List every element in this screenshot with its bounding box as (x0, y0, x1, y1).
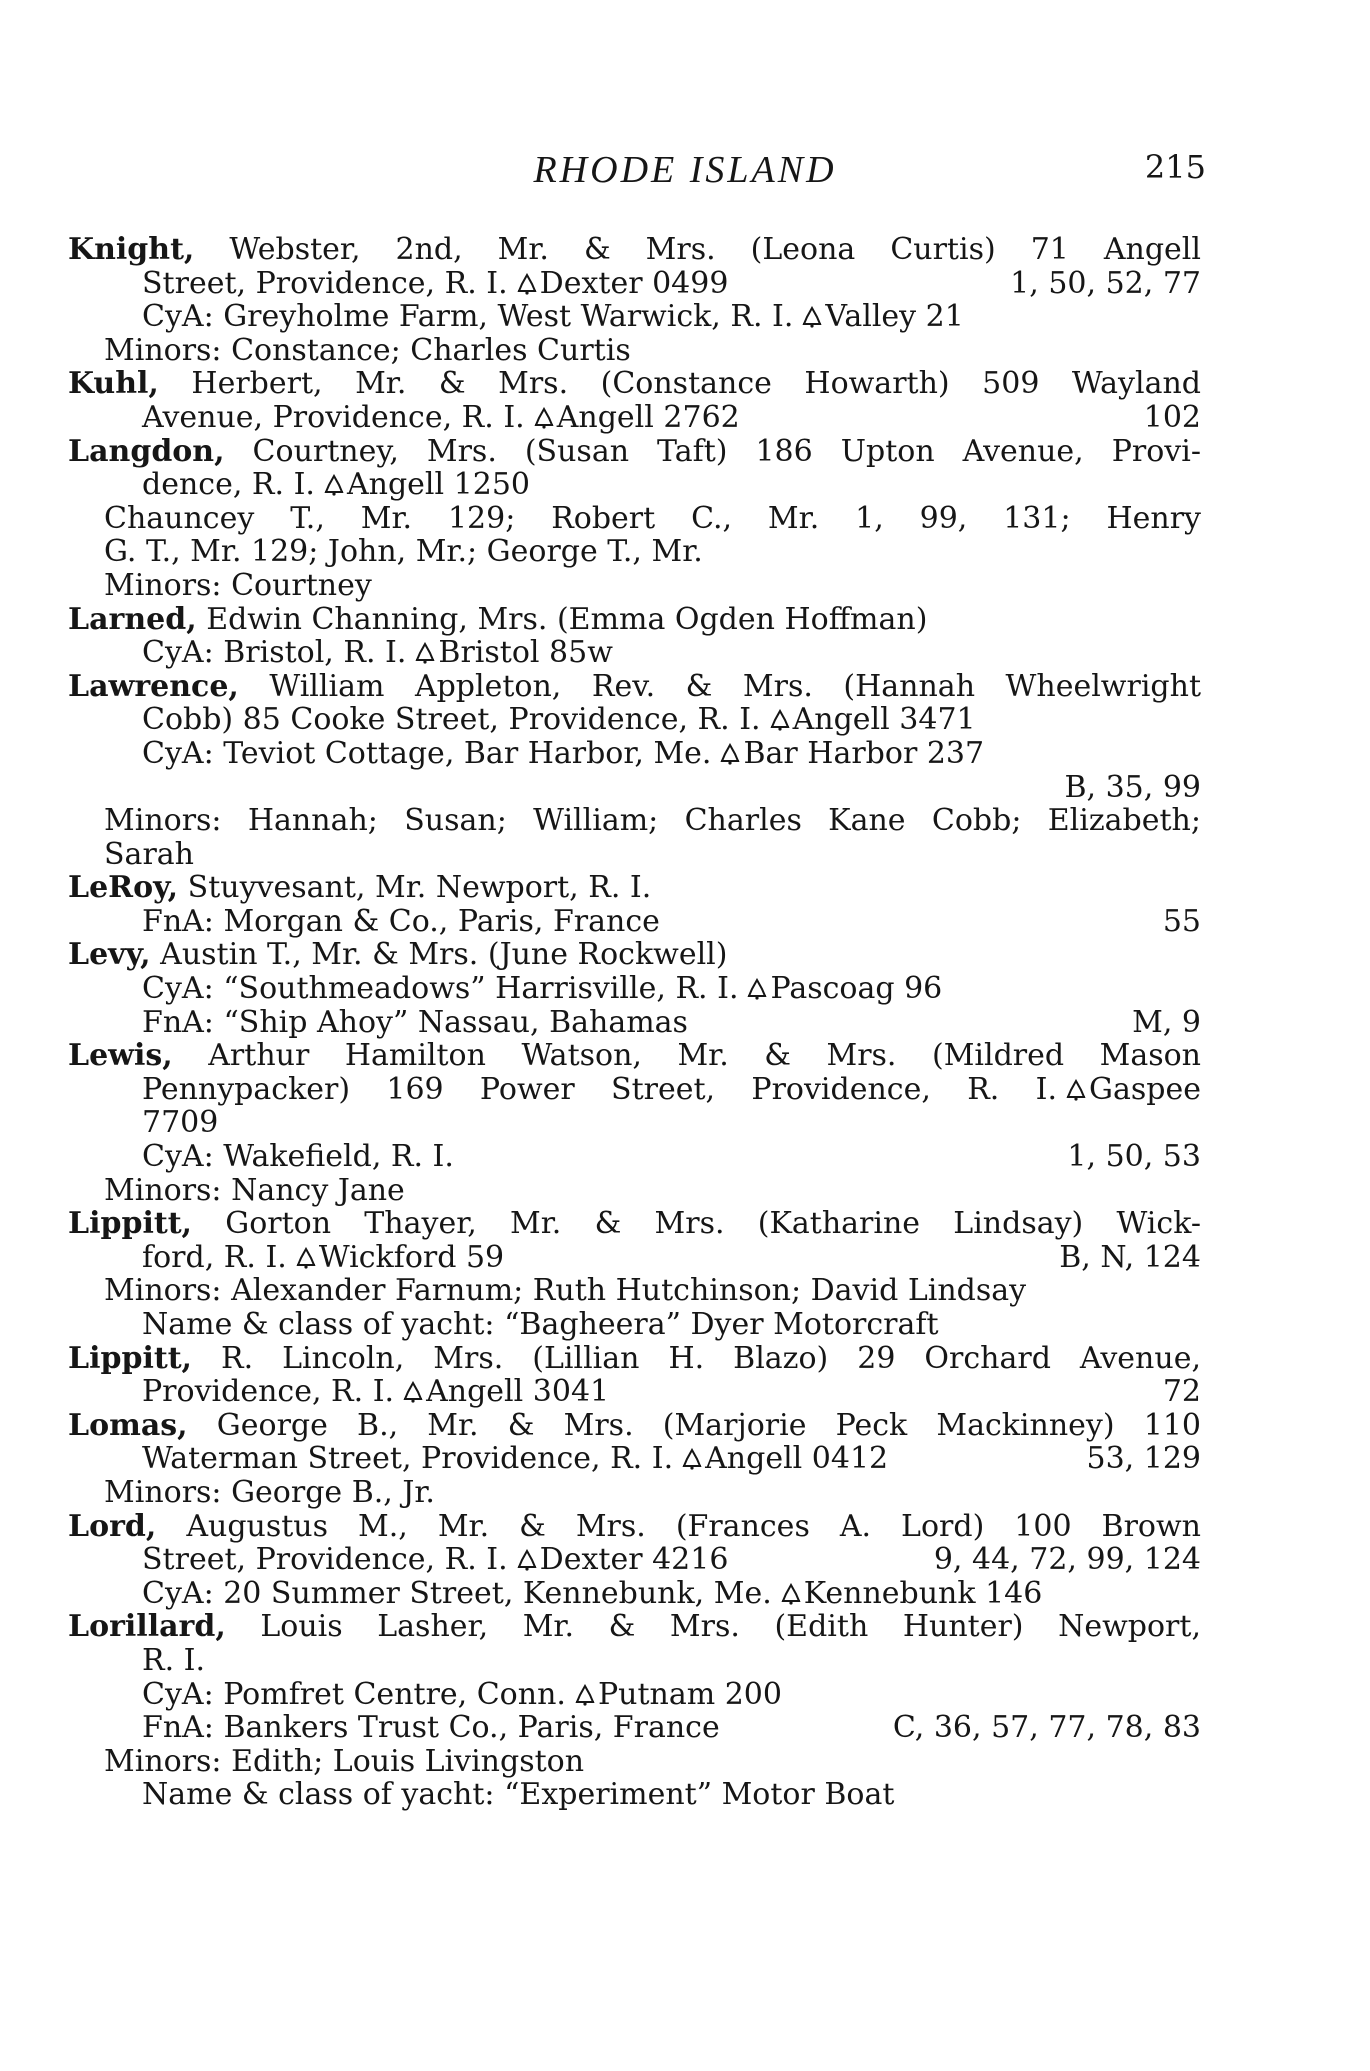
reference-codes: 55 (1162, 903, 1201, 939)
entry-text: Gorton Thayer, Mr. & Mrs. (Katharine Lindsay) Wick- (192, 1206, 1201, 1242)
telephone-icon (769, 709, 791, 731)
line-text (104, 334, 631, 368)
surname: Levy, (68, 937, 151, 973)
entry-line (68, 1778, 1201, 1812)
line-text (142, 1140, 454, 1174)
line-text (142, 737, 984, 771)
line-text (142, 300, 964, 334)
entry-line (68, 737, 1201, 771)
entry-text: CyA: Wakefield, R. I. (142, 1139, 454, 1175)
telephone-number: Angell 1250 (346, 467, 530, 503)
telephone-number: Bristol 85w (438, 635, 613, 671)
entry-line (68, 1644, 1201, 1678)
line-text (104, 838, 194, 872)
entry-text: FnA: Bankers Trust Co., Paris, France (142, 1710, 720, 1746)
entry-line (68, 1543, 1201, 1577)
entry-text: Louis Lasher, Mr. & Mrs. (Edith Hunter) Newport, (225, 1609, 1201, 1645)
entry-name-line (68, 1039, 1201, 1073)
telephone-number: Angell 2762 (556, 399, 740, 435)
surname: Lomas, (68, 1407, 188, 1443)
telephone-number: Dexter 0499 (539, 265, 729, 301)
entry-line (68, 703, 1201, 737)
reference-codes: 53, 129 (1086, 1441, 1201, 1477)
line-text (142, 703, 976, 737)
page-number: 215 (1144, 148, 1206, 186)
entry-line (68, 1375, 1201, 1409)
reference-codes: B, N, 124 (1059, 1239, 1201, 1275)
entry-text: Waterman Street, Providence, R. I. (142, 1441, 674, 1477)
entry-text: Name & class of yacht: “Bagheera” Dyer Motorcraft (142, 1307, 939, 1342)
entry-text: Cobb) 85 Cooke Street, Providence, R. I. (142, 702, 761, 738)
line-text (142, 905, 660, 939)
line-text (68, 1039, 1201, 1073)
entry-line (68, 535, 1201, 569)
telephone-icon (574, 1684, 596, 1706)
entry-name-line (68, 367, 1201, 401)
surname: LeRoy, (68, 870, 179, 906)
line-text (68, 233, 1201, 267)
entry-line (68, 1274, 1201, 1308)
entry-name-line (68, 435, 1201, 469)
telephone-number: Gaspee (1089, 1071, 1201, 1107)
entry-text: Courtney, Mrs. (Susan Taft) 186 Upton Avenue, Provi- (224, 433, 1201, 469)
telephone-number: Bar Harbor 237 (743, 735, 985, 771)
line-text (104, 804, 1201, 838)
line-text (68, 1342, 1201, 1376)
entry-text: William Appleton, Rev. & Mrs. (Hannah Wheelwright (238, 668, 1201, 704)
entry-text: Minors: George B., Jr. (104, 1474, 435, 1510)
entry-name-line (68, 1207, 1201, 1241)
entry-text: dence, R. I. (142, 467, 315, 503)
telephone-icon (402, 1381, 424, 1403)
surname: Lorillard, (68, 1609, 226, 1645)
entry-line (68, 905, 1201, 939)
telephone-icon (681, 1448, 703, 1470)
line-text (68, 670, 1201, 704)
surname: Lord, (68, 1508, 157, 1544)
entry-line (68, 569, 1201, 603)
entry-text: Street, Providence, R. I. (142, 1542, 508, 1578)
line-text (142, 1678, 782, 1712)
entry-line (68, 1241, 1201, 1275)
telephone-number: Angell 3041 (426, 1374, 610, 1410)
line-text (104, 535, 703, 569)
telephone-number: Pascoag 96 (770, 971, 943, 1007)
entry-line (68, 1442, 1201, 1476)
reference-codes: 102 (1143, 399, 1201, 435)
entry-line (68, 1476, 1201, 1510)
entry-text: Minors: Constance; Charles Curtis (104, 332, 631, 368)
line-text (142, 1308, 939, 1342)
telephone-icon (533, 407, 555, 429)
line-text (104, 569, 372, 603)
entry-line (68, 1073, 1201, 1107)
entry-text: CyA: Greyholme Farm, West Warwick, R. I. (142, 299, 794, 335)
entry-text: Minors: Hannah; Susan; William; Charles Kane Cobb; Elizabeth; (104, 803, 1201, 839)
line-text (104, 1476, 435, 1510)
entry-text: George B., Mr. & Mrs. (Marjorie Peck Mackinney) 110 (187, 1407, 1201, 1443)
reference-codes: 9, 44, 72, 99, 124 (933, 1542, 1201, 1578)
surname: Lewis, (68, 1038, 173, 1074)
entry-line (68, 636, 1201, 670)
entry-line (68, 502, 1201, 536)
entry-line (68, 1174, 1201, 1208)
surname: Kuhl, (68, 366, 159, 402)
entry-text: Webster, 2nd, Mr. & Mrs. (Leona Curtis) 71 Angell (194, 232, 1201, 267)
line-text (142, 1375, 609, 1409)
entry-text: Minors: Alexander Farnum; Ruth Hutchinson; David Lindsay (104, 1273, 1027, 1309)
entry-text: Arthur Hamilton Watson, Mr. & Mrs. (Mildred Mason (172, 1038, 1201, 1074)
entry-text: CyA: Pomfret Centre, Conn. (142, 1676, 566, 1712)
line-text (142, 1778, 894, 1812)
entry-text: G. T., Mr. 129; John, Mr.; George T., Mr. (104, 534, 703, 570)
entry-text: Minors: Edith; Louis Livingston (104, 1743, 585, 1779)
entry-text: Minors: Courtney (104, 567, 372, 603)
line-text (68, 1409, 1201, 1443)
line-text (142, 1644, 205, 1678)
telephone-icon (295, 1247, 317, 1269)
line-text (104, 1174, 405, 1208)
reference-codes: 1, 50, 52, 77 (1010, 265, 1201, 301)
line-text (68, 603, 927, 637)
entry-text: Austin T., Mr. & Mrs. (June Rockwell) (150, 937, 728, 973)
surname: Lawrence, (68, 668, 239, 704)
running-head: RHODE ISLAND (533, 149, 837, 191)
entry-text: Sarah (104, 836, 194, 872)
entry-text: CyA: “Southmeadows” Harrisville, R. I. (142, 971, 739, 1007)
entry-text: Edwin Channing, Mrs. (Emma Ogden Hoffman) (196, 601, 928, 637)
line-text (142, 401, 740, 435)
surname: Langdon, (68, 433, 225, 469)
entry-line (68, 771, 1201, 805)
entry-line (68, 1577, 1201, 1611)
entry-name-line (68, 1409, 1201, 1443)
line-text (142, 972, 942, 1006)
reference-codes: C, 36, 57, 77, 78, 83 (892, 1710, 1201, 1746)
telephone-icon (746, 978, 768, 1000)
page-header (0, 148, 1370, 196)
line-text (68, 871, 651, 905)
telephone-number: Angell 0412 (705, 1441, 889, 1477)
entry-text: FnA: Morgan & Co., Paris, France (142, 903, 660, 939)
telephone-number: Putnam 200 (597, 1676, 782, 1712)
entry-text: CyA: Teviot Cottage, Bar Harbor, Me. (142, 735, 712, 771)
entry-line (68, 1006, 1201, 1040)
telephone-icon (323, 474, 345, 496)
entry-line (68, 468, 1201, 502)
entry-line (68, 401, 1201, 435)
entry-text: Herbert, Mr. & Mrs. (Constance Howarth) 509 Wayland (158, 366, 1201, 402)
line-text (142, 1577, 1042, 1611)
reference-codes: M, 9 (1132, 1004, 1201, 1040)
entry-line (68, 1308, 1201, 1342)
entry-text: Providence, R. I. (142, 1374, 395, 1410)
telephone-number: Valley 21 (825, 299, 964, 335)
line-text (142, 1543, 728, 1577)
line-text (142, 1711, 720, 1745)
entry-text: Street, Providence, R. I. (142, 265, 508, 301)
telephone-icon (516, 273, 538, 295)
telephone-number: Angell 3471 (792, 702, 976, 738)
surname: Lippitt, (68, 1340, 192, 1376)
entry-line (68, 1106, 1201, 1140)
entry-text: FnA: “Ship Ahoy” Nassau, Bahamas (142, 1004, 688, 1040)
line-text (142, 267, 728, 301)
entry-text: R. Lincoln, Mrs. (Lillian H. Blazo) 29 Orchard Avenue, (192, 1340, 1201, 1376)
entry-text: Avenue, Providence, R. I. (142, 399, 525, 435)
surname: Larned, (68, 601, 197, 637)
entry-line (68, 838, 1201, 872)
entry-name-line (68, 233, 1201, 267)
entry-name-line (68, 603, 1201, 637)
entry-name-line (68, 1510, 1201, 1544)
entry-line (68, 1711, 1201, 1745)
entry-line (68, 804, 1201, 838)
entry-name-line (68, 1342, 1201, 1376)
line-text (142, 1241, 504, 1275)
entry-line (68, 1678, 1201, 1712)
line-text (68, 435, 1201, 469)
entry-text: Stuyvesant, Mr. Newport, R. I. (178, 870, 652, 906)
line-text (142, 1442, 888, 1476)
telephone-icon (801, 306, 823, 328)
line-text (142, 1073, 1201, 1107)
line-text (104, 1274, 1026, 1308)
reference-codes: 1, 50, 53 (1067, 1139, 1201, 1175)
line-text (142, 636, 613, 670)
line-text (104, 502, 1201, 536)
entry-name-line (68, 871, 1201, 905)
surname: Lippitt, (68, 1206, 192, 1242)
telephone-icon (780, 1583, 802, 1605)
line-text (142, 468, 530, 502)
telephone-icon (719, 743, 741, 765)
line-text (142, 1006, 688, 1040)
entry-text: R. I. (142, 1642, 206, 1678)
telephone-icon (414, 642, 436, 664)
line-text (68, 1510, 1201, 1544)
line-text (104, 1745, 584, 1779)
directory-entries (68, 233, 1201, 1812)
telephone-icon (516, 1549, 538, 1571)
entry-name-line (68, 670, 1201, 704)
entry-text: Augustus M., Mr. & Mrs. (Frances A. Lord) 100 Brown (156, 1508, 1201, 1544)
entry-line (68, 300, 1201, 334)
entry-line (68, 1745, 1201, 1779)
reference-codes: B, 35, 99 (1064, 769, 1201, 805)
line-text (142, 1106, 218, 1140)
telephone-icon (1065, 1079, 1087, 1101)
entry-text: Chauncey T., Mr. 129; Robert C., Mr. 1, 99, 131; Henry (104, 500, 1201, 536)
entry-line (68, 334, 1201, 368)
line-text (68, 367, 1201, 401)
entry-text: CyA: Bristol, R. I. (142, 635, 407, 671)
line-text (68, 1610, 1201, 1644)
telephone-number: Kennebunk 146 (803, 1575, 1043, 1611)
entry-text: 7709 (142, 1105, 219, 1141)
reference-codes: 72 (1162, 1374, 1201, 1410)
entry-text: Name & class of yacht: “Experiment” Motor Boat (142, 1777, 895, 1813)
telephone-number: Dexter 4216 (539, 1542, 729, 1578)
telephone-number: Wickford 59 (318, 1239, 505, 1275)
entry-line (68, 972, 1201, 1006)
line-text (68, 938, 727, 972)
entry-text: ford, R. I. (142, 1239, 287, 1275)
line-text (68, 1207, 1201, 1241)
entry-text: CyA: 20 Summer Street, Kennebunk, Me. (142, 1575, 772, 1611)
entry-line (68, 1140, 1201, 1174)
entry-text: Pennypacker) 169 Power Street, Providence, R. I. (142, 1071, 1058, 1107)
entry-line (68, 267, 1201, 301)
entry-text: Minors: Nancy Jane (104, 1172, 405, 1208)
entry-name-line (68, 938, 1201, 972)
surname: Knight, (68, 232, 195, 267)
entry-name-line (68, 1610, 1201, 1644)
